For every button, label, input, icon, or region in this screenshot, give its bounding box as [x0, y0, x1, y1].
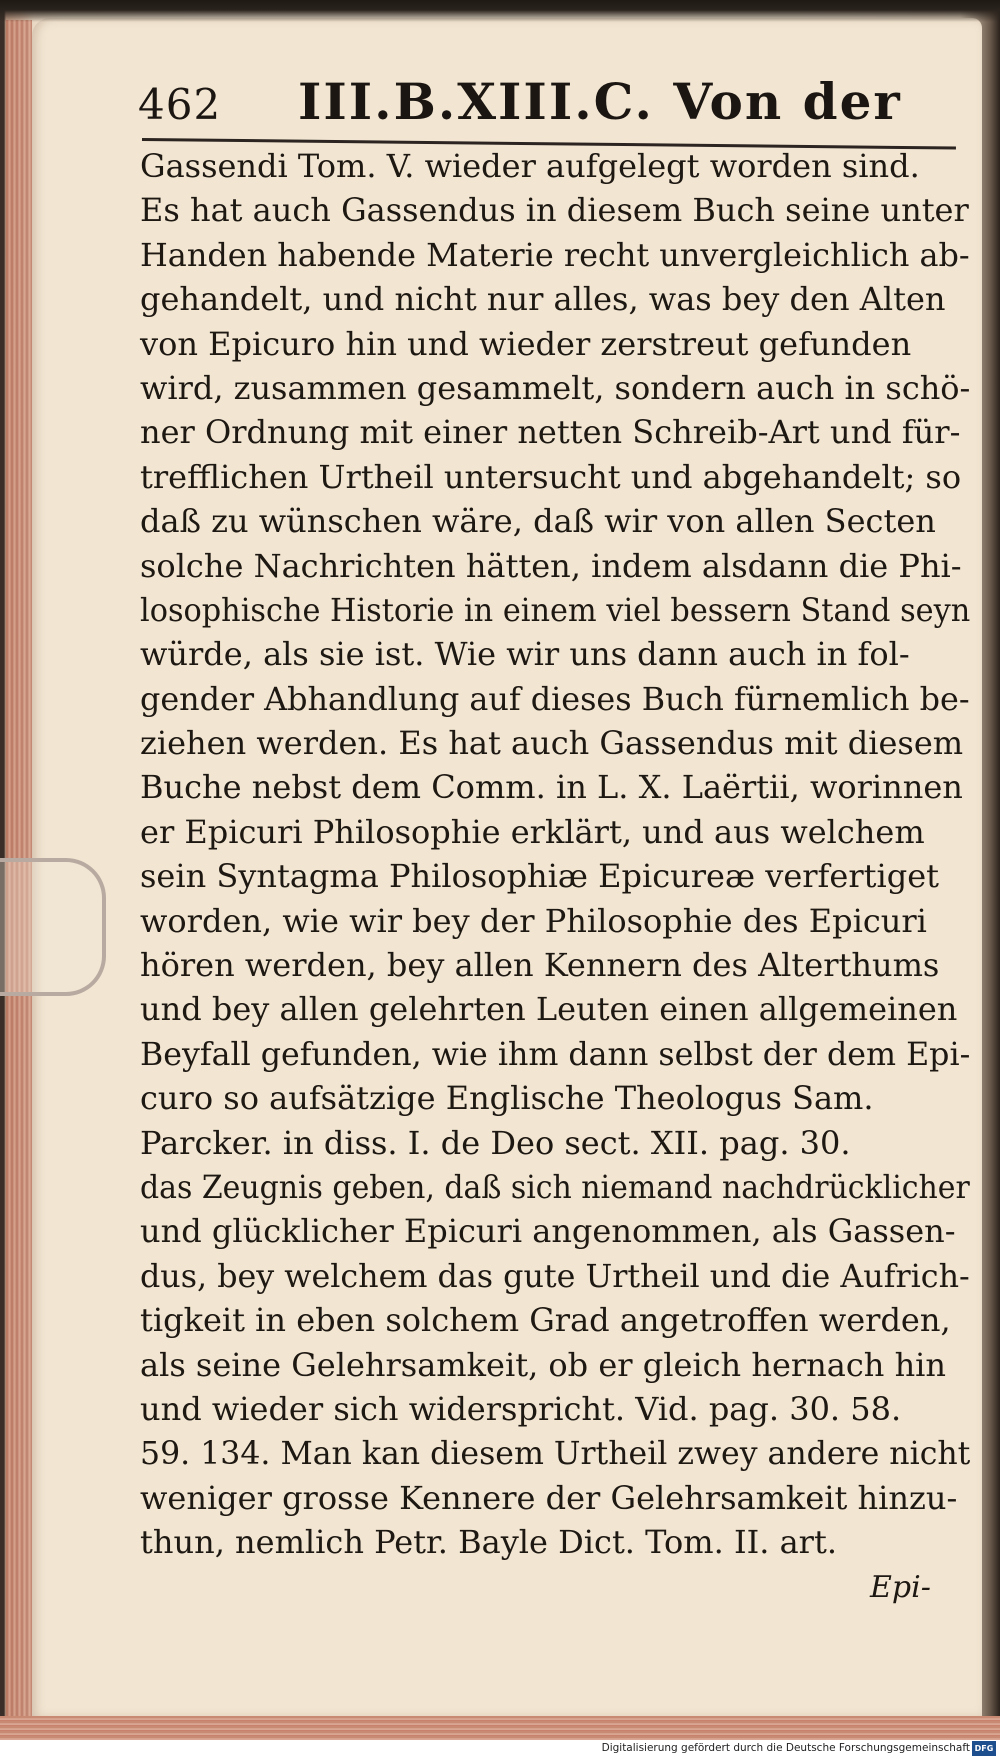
- text-line: dus, bey welchem das gute Urtheil und die Aufrich-: [140, 1256, 970, 1295]
- text-line: Beyfall gefunden, wie ihm dann selbst der dem Epi-: [140, 1034, 971, 1073]
- text-line: als seine Gelehrsamkeit, ob er gleich hernach hin: [140, 1345, 947, 1384]
- digitization-footer: [0, 1740, 1000, 1761]
- text-line: 59. 134. Man kan diesem Urtheil zwey andere nicht: [140, 1434, 971, 1473]
- body-text: [140, 144, 970, 1565]
- running-head: III.B.XIII.C. Von der: [298, 72, 902, 131]
- text-line: Gassendi Tom. V. wieder aufgelegt worden sind.: [140, 147, 920, 185]
- text-line: hören werden, bey allen Kennern des Alterthums: [140, 946, 940, 985]
- text-line: curo so aufsätzige Englische Theologus Sam.: [140, 1079, 874, 1118]
- text-line: Buche nebst dem Comm. in L. X. Laërtii, worinnen: [140, 768, 963, 807]
- text-line: solche Nachrichten hätten, indem alsdann die Phi-: [140, 546, 962, 585]
- text-line: gehandelt, und nicht nur alles, was bey den Alten: [140, 280, 946, 319]
- text-line: würde, als sie ist. Wie wir uns dann auch in fol-: [140, 635, 910, 674]
- dfg-logo: DFG: [972, 1741, 996, 1756]
- text-line: Es hat auch Gassendus in diesem Buch seine unter: [140, 191, 969, 230]
- text-line: worden, wie wir bey der Philosophie des Epicuri: [140, 901, 927, 940]
- text-line: weniger grosse Kennere der Gelehrsamkeit hinzu-: [140, 1478, 958, 1517]
- text-line: losophische Historie in einem viel bessern Stand seyn: [140, 590, 971, 629]
- text-line: das Zeugnis geben, daß sich niemand nachdrücklicher: [140, 1167, 970, 1206]
- text-line: ziehen werden. Es hat auch Gassendus mit diesem: [140, 724, 964, 763]
- catchword: Epi-: [870, 1570, 931, 1605]
- page-clip: [0, 858, 106, 996]
- text-line: tigkeit in eben solchem Grad angetroffen werden,: [140, 1301, 951, 1340]
- text-line: und glücklicher Epicuri angenommen, als Gassen-: [140, 1212, 956, 1251]
- text-line: trefflichen Urtheil untersucht und abgehandelt; so: [140, 457, 962, 496]
- top-shadow: [0, 0, 1000, 22]
- text-line: und wieder sich widerspricht. Vid. pag. 30. 58.: [140, 1389, 902, 1428]
- page-header: [138, 72, 958, 132]
- text-line: wird, zusammen gesammelt, sondern auch in schö-: [140, 368, 971, 407]
- funding-credit: Digitalisierung gefördert durch die Deutsche Forschungsgemeinschaft: [601, 1742, 970, 1754]
- text-line: sein Syntagma Philosophiæ Epicureæ verfertiget: [140, 857, 939, 896]
- text-line: gender Abhandlung auf dieses Buch fürnemlich be-: [140, 679, 970, 718]
- page-number: 462: [138, 80, 222, 129]
- text-line: Parcker. in diss. I. de Deo sect. XII. pag. 30.: [140, 1123, 851, 1162]
- text-line: und bey allen gelehrten Leuten einen allgemeinen: [140, 990, 958, 1029]
- text-line: thun, nemlich Petr. Bayle Dict. Tom. II. art.: [140, 1523, 837, 1562]
- text-line: er Epicuri Philosophie erklärt, und aus welchem: [140, 812, 925, 851]
- text-line: Handen habende Materie recht unvergleichlich ab-: [140, 235, 970, 274]
- text-line: von Epicuro hin und wieder zerstreut gefunden: [140, 324, 912, 363]
- book-bottom-edge: [0, 1716, 1000, 1740]
- text-line: ner Ordnung mit einer netten Schreib-Art und für-: [140, 413, 961, 452]
- text-line: daß zu wünschen wäre, daß wir von allen Secten: [140, 502, 936, 541]
